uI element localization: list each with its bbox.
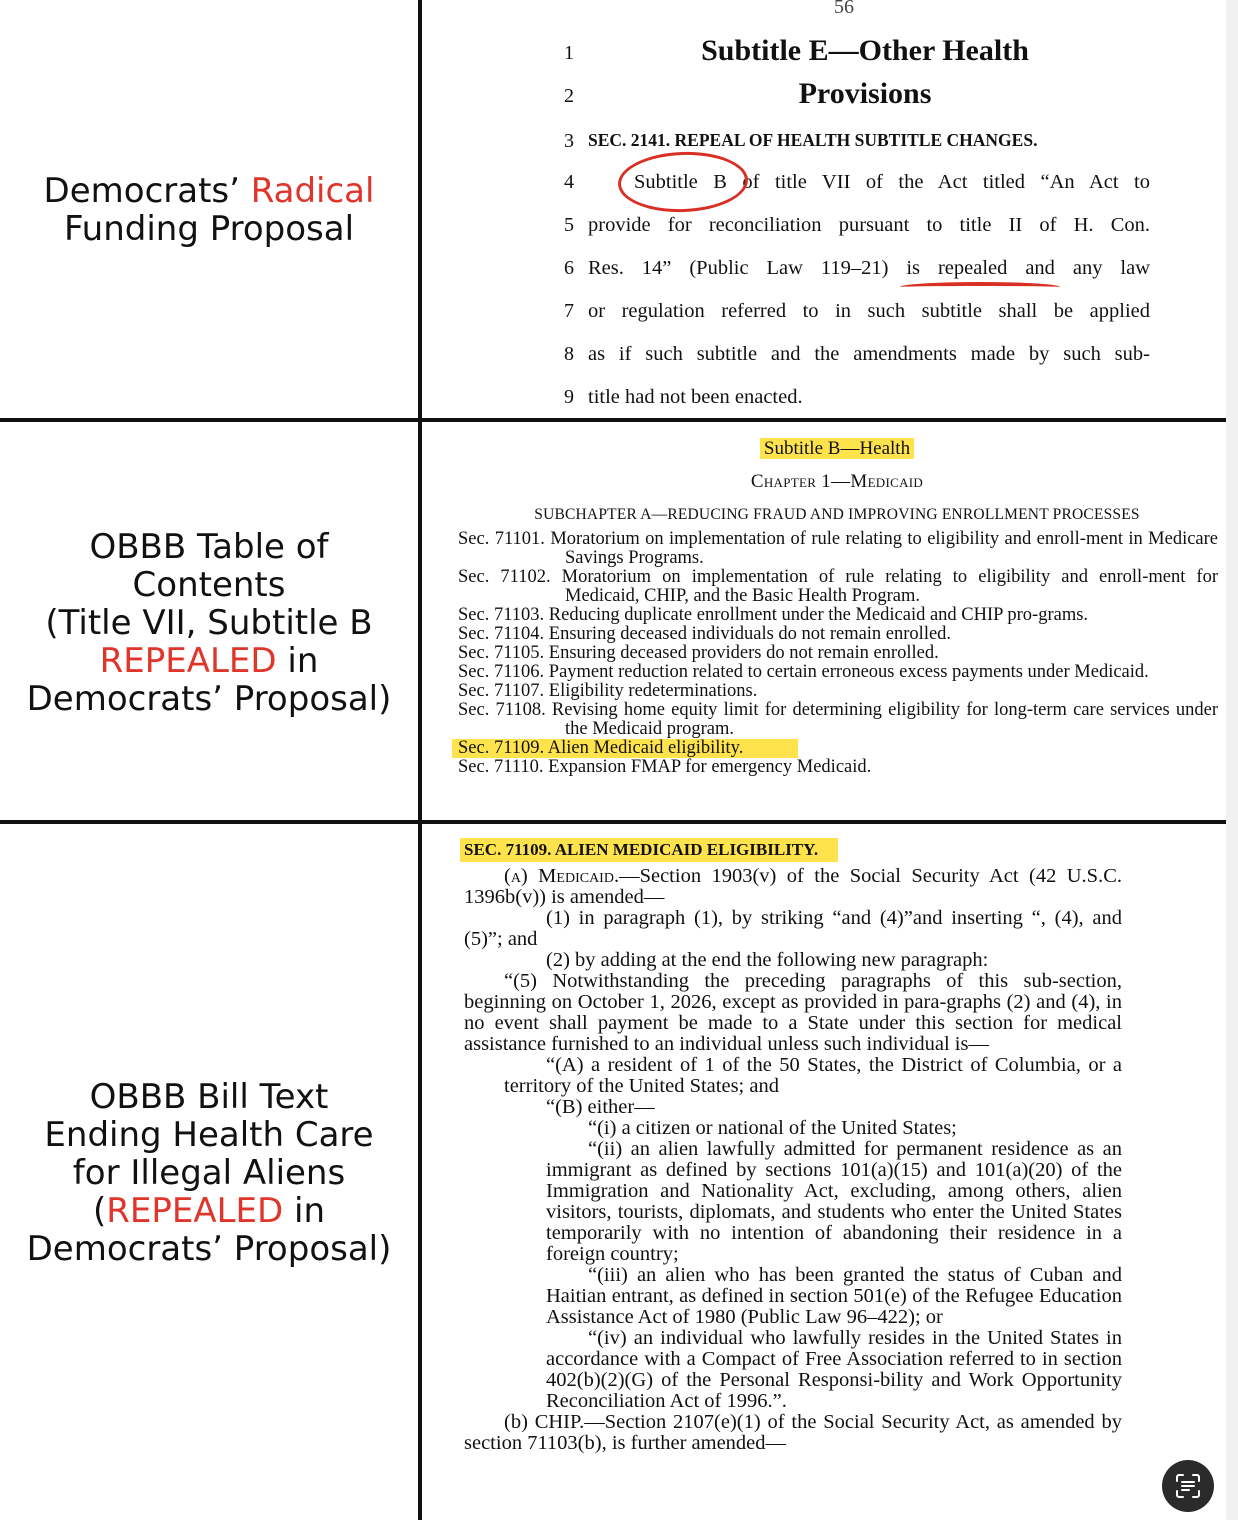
- label-red-text: REPEALED: [106, 1191, 284, 1231]
- line-text: as if such subtitle and the amendments made by such sub-: [588, 343, 1150, 365]
- toc-entry: Sec. 71103. Reducing duplicate enrollment under the Medicaid and CHIP pro-grams.: [458, 605, 1089, 625]
- column-divider: [418, 0, 422, 1520]
- toc-entry-highlighted: Sec. 71109. Alien Medicaid eligibility.: [452, 739, 798, 758]
- bill-line: [560, 214, 1150, 244]
- red-underline-annotation: [900, 282, 1060, 292]
- subtitle-heading: Subtitle E—Other Health: [701, 34, 1029, 67]
- line-number: 6: [564, 257, 574, 279]
- line-number: 3: [564, 130, 574, 152]
- toc-entry: Sec. 71104. Ensuring deceased individuals do not remain enrolled.: [458, 624, 952, 644]
- section-heading-highlighted: SEC. 71109. ALIEN MEDICAID ELIGIBILITY.: [460, 838, 838, 862]
- text-scan-icon: [1174, 1472, 1202, 1500]
- label-text: OBBB Table of: [89, 527, 329, 567]
- label-red-text: Radical: [250, 171, 375, 211]
- label-text: Democrats’ Proposal): [26, 679, 392, 719]
- line-number: 8: [564, 343, 574, 365]
- row2-label: [0, 424, 418, 822]
- label-text: Contents: [132, 565, 286, 605]
- clause-ii: “(ii) an alien lawfully admitted for permanent residence as an immigrant as defined by sections 101(a)(15) and 101(a)(20) of the Immigration and Nationality Act, excluding, among others, alien visitors, tourists, diplomats, and students who enter the United States temporarily with no intention of abandoning their residence in a foreign country;: [546, 1138, 1122, 1265]
- line-text: title had not been enacted.: [588, 386, 803, 408]
- row3-label: [0, 826, 418, 1520]
- label-text: Democrats’: [43, 171, 251, 211]
- clause-A: “(A) a resident of 1 of the 50 States, the District of Columbia, or a territory of the United States; and: [504, 1054, 1122, 1097]
- toc-entry: Sec. 71101. Moratorium on implementation of rule relating to eligibility and enroll-ment in Medicare Savings Programs.: [458, 529, 1218, 568]
- toc-list: [458, 530, 1218, 777]
- paragraph-5: “(5) Notwithstanding the preceding paragraphs of this sub-section, beginning on October 1, 2026, except as provided in para-graphs (2) and (4), in no event shall payment be made to a State under this section for medical assistance furnished to an individual unless such individual is—: [464, 970, 1122, 1055]
- line-text: provide for reconciliation pursuant to title II of H. Con.: [588, 214, 1150, 236]
- bill-text-panel: [422, 826, 1226, 1520]
- bill-text-body: [464, 866, 1122, 1454]
- clause-iii: “(iii) an alien who has been granted the status of Cuban and Haitian entrant, as defined in section 501(e) of the Refugee Education Assistance Act of 1980 (Public Law 96–422); or: [546, 1264, 1122, 1328]
- subtitle-heading: Provisions: [798, 77, 932, 110]
- toc-chapter: Chapter 1—Medicaid: [750, 471, 924, 492]
- subsection-text: —Section 2107(e)(1) of the Social Security Act, as amended by section 71103(b), is further amended—: [464, 1411, 1122, 1454]
- right-edge: [1226, 0, 1238, 1520]
- section-heading: SEC. 2141. REPEAL OF HEALTH SUBTITLE CHANGES.: [588, 130, 1038, 150]
- bill-line: [560, 343, 1150, 373]
- subsection-label: (a) Medicaid.: [504, 865, 620, 887]
- label-red-text: REPEALED: [99, 641, 277, 681]
- label-text: Democrats’ Proposal): [26, 1229, 392, 1269]
- line-number: 2: [564, 85, 574, 107]
- bill-line: [560, 257, 1150, 287]
- label-text: (Title VII, Subtitle B: [45, 603, 373, 643]
- toc-subtitle: [422, 438, 1226, 460]
- toc-panel: [422, 424, 1226, 822]
- toc-entry: Sec. 71102. Moratorium on implementation of rule relating to eligibility and enroll-ment for Medicaid, CHIP, and the Basic Health Program.: [458, 567, 1218, 606]
- paragraph-1: (1) in paragraph (1), by striking “and (4)”and inserting “, (4), and (5)”; and: [464, 907, 1122, 950]
- label-text: Ending Health Care: [44, 1115, 374, 1155]
- label-text: in: [276, 641, 319, 681]
- clause-B: “(B) either—: [546, 1096, 655, 1118]
- row-divider: [0, 820, 1228, 824]
- bill-line: [560, 300, 1150, 330]
- highlighted-text: Subtitle B—Health: [760, 438, 914, 459]
- line-text: Res. 14” (Public Law 119–21) is repealed and any law: [588, 257, 1150, 279]
- line-number: 9: [564, 386, 574, 408]
- subsection-text: —Section 1903(v) of the Social Security Act (42 U.S.C. 1396b(v)) is amended—: [464, 865, 1122, 908]
- line-number: 1: [564, 42, 574, 64]
- subsection-label: (b) CHIP.: [504, 1411, 585, 1433]
- paragraph-2: (2) by adding at the end the following new paragraph:: [546, 949, 989, 971]
- clause-i: “(i) a citizen or national of the United States;: [588, 1117, 957, 1139]
- toc-entry: Sec. 71106. Payment reduction related to certain erroneous excess payments under Medicaid.: [458, 662, 1149, 682]
- subsection-a: [464, 866, 1122, 908]
- line-text: or regulation referred to in such subtitle shall be applied: [588, 300, 1150, 322]
- bill-line: [560, 386, 1150, 416]
- label-text: (: [92, 1191, 107, 1231]
- toc-entry: Sec. 71108. Revising home equity limit for determining eligibility for long-term care services under the Medicaid program.: [458, 700, 1218, 739]
- label-text: in: [283, 1191, 326, 1231]
- line-number: 5: [564, 214, 574, 236]
- clause-iv: “(iv) an individual who lawfully resides in the United States in accordance with a Compact of Free Association referred to in section 402(b)(2)(G) of the Personal Responsi-bility and Work Opportunity Reconciliation Act of 1996.”.: [546, 1327, 1122, 1412]
- row-divider: [0, 418, 1228, 422]
- label-text: for Illegal Aliens: [72, 1153, 346, 1193]
- line-text: Subtitle B of title VII of the Act titled “An Act to: [634, 171, 1150, 193]
- bill-line: [560, 130, 1150, 160]
- toc-entry: Sec. 71105. Ensuring deceased providers do not remain enrolled.: [458, 643, 939, 663]
- label-text: OBBB Bill Text: [89, 1077, 329, 1117]
- toc-entry: Sec. 71110. Expansion FMAP for emergency Medicaid.: [458, 757, 872, 777]
- bill-page-panel: [422, 0, 1226, 420]
- row1-label: [0, 0, 418, 420]
- subsection-b: [464, 1412, 1122, 1454]
- page-number: 56: [834, 0, 854, 18]
- toc-subchapter: SUBCHAPTER A—REDUCING FRAUD AND IMPROVING ENROLLMENT PROCESSES: [534, 506, 1140, 523]
- text-scan-button[interactable]: [1162, 1460, 1214, 1512]
- line-number: 7: [564, 300, 574, 322]
- label-text: Funding Proposal: [63, 209, 355, 249]
- toc-entry: Sec. 71107. Eligibility redeterminations.: [458, 681, 758, 701]
- line-number: 4: [564, 171, 574, 193]
